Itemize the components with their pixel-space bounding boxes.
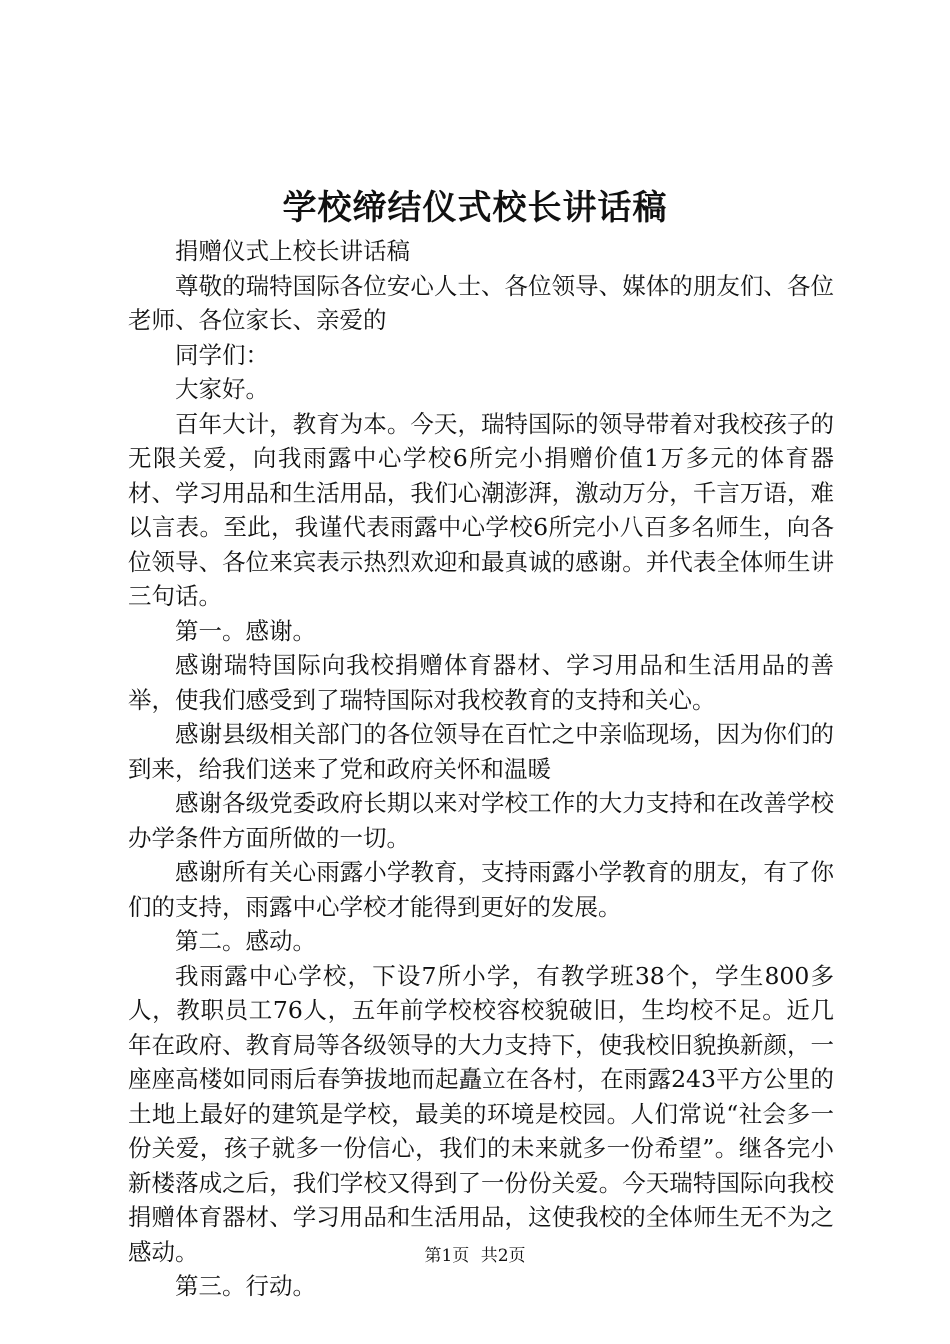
page-footer	[0, 1244, 950, 1268]
paragraph: 第三。行动。	[175, 1272, 316, 1300]
paragraph: 第二。感动。	[175, 927, 316, 955]
paragraph: 同学们：	[175, 340, 269, 369]
paragraph: 感谢瑞特国际向我校捐赠体育器材、学习用品和生活用品的善举，使我们感受到了瑞特国际对我校教育的支持和关心。	[128, 651, 834, 714]
paragraph: 我雨露中心学校，下设7所小学，有教学班38个，学生800多人，教职员工76人，五年前学校校容校貌破旧，生均校不足。近几年在政府、教育局等各级领导的大力支持下，使我校旧貌换新颜，一座座高楼如同雨后春笋拔地而起矗立在各村，在雨露243平方公里的土地上最好的建筑是学校，最美的环境是校园。人们常说“社会多一份关爱，孩子就多一份信心，我们的未来就多一份希望”。继各完小新楼落成之后，我们学校又得到了一份份关爱。今天瑞特国际向我校捐赠体育器材、学习用品和生活用品，这使我校的全体师生无不为之感动。	[128, 961, 834, 1266]
paragraph: 捐赠仪式上校长讲话稿	[175, 237, 410, 265]
paragraph: 感谢各级党委政府长期以来对学校工作的大力支持和在改善学校办学条件方面所做的一切。	[128, 789, 834, 852]
paragraph: 感谢所有关心雨露小学教育，支持雨露小学教育的朋友，有了你们的支持，雨露中心学校才能得到更好的发展。	[128, 858, 834, 921]
paragraph: 大家好。	[175, 375, 269, 403]
paragraph: 感谢县级相关部门的各位领导在百忙之中亲临现场，因为你们的到来，给我们送来了党和政府关怀和温暖	[128, 720, 834, 783]
paragraph: 尊敬的瑞特国际各位安心人士、各位领导、媒体的朋友们、各位老师、各位家长、亲爱的	[128, 271, 834, 334]
document-body	[128, 234, 834, 1304]
paragraph: 百年大计，教育为本。今天，瑞特国际的领导带着对我校孩子的无限关爱，向我雨露中心学校6所完小捐赠价值1万多元的体育器材、学习用品和生活用品，我们心潮澎湃，激动万分，千言万语，难以言表。至此，我谨代表雨露中心学校6所完小八百多名师生，向各位领导、各位来宾表示热烈欢迎和最真诚的感谢。并代表全体师生讲三句话。	[128, 409, 834, 610]
page-total: 共2页	[480, 1246, 526, 1266]
document-title: 学校缔结仪式校长讲话稿	[282, 188, 668, 228]
paragraph: 第一。感谢。	[175, 616, 316, 645]
page-number: 第1页	[424, 1246, 470, 1266]
